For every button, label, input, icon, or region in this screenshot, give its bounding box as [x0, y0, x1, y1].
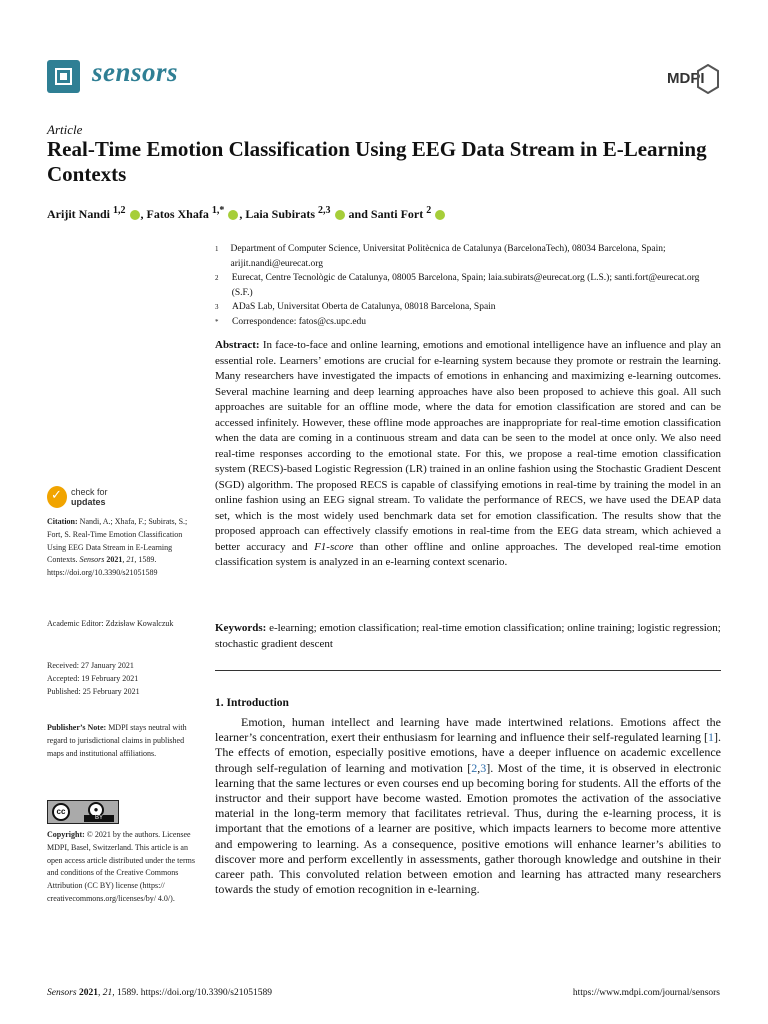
published-date: Published: 25 February 2021: [47, 686, 140, 696]
article-title: Real-Time Emotion Classification Using EEG Data Stream in E-Learning Contexts: [47, 137, 707, 186]
by-label: BY: [84, 815, 114, 822]
journal-logo-icon: [47, 60, 80, 93]
keywords-text: e-learning; emotion classification; real-time emotion classification; online training; logistic regression; stochastic gradient descent: [215, 622, 721, 650]
article-type: Article: [47, 122, 83, 137]
reference-link[interactable]: 1: [708, 730, 714, 745]
hexagon-icon: [697, 64, 719, 94]
correspondence: * Correspondence: fatos@cs.upc.edu: [215, 316, 367, 327]
footer-journal-url[interactable]: https://www.mdpi.com/journal/sensors: [572, 988, 720, 998]
copyright-notice: Copyright: © 2021 by the authors. Licensee MDPI, Basel, Switzerland. This article is an open access article distributed under the terms and conditions of the Creative Commons Attribution (CC BY) license (https:// creativecommons.org/licenses/by/ 4.0/).: [47, 830, 195, 903]
accepted-date: Accepted: 19 February 2021: [47, 673, 139, 683]
divider: [215, 670, 721, 671]
cc-by-license-icon[interactable]: [47, 800, 119, 824]
affiliation-item: 2 Eurecat, Centre Tecnològic de Catalunya, 08005 Barcelona, Spain; laia.subirats@eurecat.org (L.S.); santi.fort@eurecat.org (S.F.): [215, 273, 700, 298]
academic-editor: Academic Editor: Zdzisław Kowalczuk: [47, 619, 174, 628]
person-icon: ●: [88, 802, 104, 818]
orcid-icon[interactable]: [228, 210, 238, 220]
abstract-label: Abstract:: [215, 339, 260, 351]
publisher-note: Publisher’s Note: MDPI stays neutral with regard to jurisdictional claims in published maps and institutional affiliations.: [47, 723, 187, 758]
section-heading: 1. Introduction: [215, 697, 289, 709]
introduction-paragraph: Emotion, human intellect and learning have made intertwined relations. Emotions affect the learner’s concentration, exert their enthusiasm for learning and influence their self-regulated learning [1]. The effects of emotion, especially positive emotions, have a deeper influence on academic excellence through self-regulation of learning and motivation [2,3]. Most of the time, it is observed in electronic learning that the same lectures or even courses end up becoming boring for students. All the efforts of the instructor and their support have become wasted. Emotion promotes the activation of the associative material in the long-term memory that facilitates retrieval. Thus, during the e-learning process, it is important that the emotions of a learner are positive, which impacts learners to become more attentive and empowering to learning. As a consequence, positive emotions will enhance learner’s abilities to discover more and perform excellently in assessments, gather thorough knowledge and outshine in their career path. This convoluted relation between emotion and learning has attracted many researchers towards the study of emotion recognition in e-learning.: [215, 715, 722, 897]
keywords: [215, 621, 721, 652]
check-for-updates-button[interactable]: ✓ check for updates: [47, 486, 167, 512]
author-name[interactable]: Laia Subirats: [245, 207, 316, 221]
abstract-text: In face-to-face and online learning, emotions and emotional intelligence have an influence and play an essential role. Learners’ emotions are crucial for e-learning system because they promote or restrain the learning. Many researchers have investigated the impacts of emotions in enhancing and maximizing e-learning outcomes. Several machine learning and deep learning approaches have also been proposed to achieve this goal. All such approaches are suitable for an offline mode, where the data for emotion classification are stored and can be accessed infinitely. However, these offline mode approaches are inappropriate for real-time emotion classification when the data are coming in a continuous stream and data can be seen to the model at once only. We also need real-time responses according to the emotional state. For this, we propose a real-time emotion classification system (RECS)-based Logistic Regression (LR) trained in an online fashion using the Stochastic Gradient Descent (SGD) algorithm. The proposed RECS is capable of classifying emotions in real-time by training the model in an online fashion using an EEG signal stream. To validate the performance of RECS, we have used the DEAP data set, which is the most widely used benchmark data set for emotion classification. The results show that the proposed approach can effectively classify emotions in real-time from the EEG data stream, which achieved a better accuracy and: [215, 339, 722, 553]
cc-icon: cc: [52, 803, 70, 821]
orcid-icon[interactable]: [130, 210, 140, 220]
author-affil-marker: 1,*: [211, 205, 225, 216]
reference-link[interactable]: 3: [480, 760, 487, 775]
doi-link[interactable]: , 1589. https://doi.org/10.3390/s21051589: [47, 555, 158, 578]
footer-citation: Sensors 2021, 21, 1589. https://doi.org/10.3390/s21051589: [47, 988, 272, 998]
citation-block: Citation: Nandi, A.; Xhafa, F.; Subirats, S.; Fort, S. Real-Time Emotion Classification Using EEG Data Stream in E-Learning Contexts. Sensors 2021, 21, 1589. https://doi.org/10.3390/s21051589: [47, 517, 188, 578]
author-affil-marker: 2,3: [318, 205, 331, 216]
author-list: Arijit Nandi $^{1,2}$ , Fatos Xhafa $^{1,*}$ , Laia Subirats $^{2,3}$ and Santi Fort $^2$: [47, 205, 446, 222]
keywords-label: Keywords:: [215, 622, 267, 634]
journal-name: sensors: [92, 57, 179, 87]
author-name[interactable]: Santi Fort: [370, 207, 424, 221]
dates: [47, 660, 200, 698]
author-affil-marker: 1,2: [113, 205, 126, 216]
author-name[interactable]: Arijit Nandi: [47, 207, 110, 221]
affiliation-item: 3 ADaS Lab, Universitat Oberta de Catalunya, 08018 Barcelona, Spain: [215, 302, 496, 312]
orcid-icon[interactable]: [335, 210, 345, 220]
author-name[interactable]: Fatos Xhafa: [146, 207, 209, 221]
reference-link[interactable]: 2: [471, 760, 478, 775]
affiliation-item: 1 Department of Computer Science, Universitat Politècnica de Catalunya (BarcelonaTech), 08034 Barcelona, Spain; arijit.nandi@eurecat.org: [215, 244, 666, 269]
affiliations: [215, 242, 715, 329]
publisher-logo: [667, 64, 719, 98]
check-icon: [47, 486, 67, 508]
publisher-name: MDPI: [667, 70, 705, 87]
received-date: Received: 27 January 2021: [47, 661, 134, 670]
orcid-icon[interactable]: [435, 210, 445, 220]
author-affil-marker: 2: [426, 205, 432, 216]
abstract: Abstract: In face-to-face and online learning, emotions and emotional intelligence have an influence and play an essential role. Learners’ emotions are crucial for e-learning system because they promote or restrain the learning. Many researchers have investigated the impacts of emotions in enhancing and maximizing e-learning outcomes. Several machine learning and deep learning approaches have also been proposed to achieve this goal. All such approaches are suitable for an offline mode, where the data for emotion classification are stored and can be accessed infinitely. However, these offline mode approaches are inappropriate for real-time emotion classification when the data are coming in a continuous stream and data can be seen to the model at once only. We also need real-time responses according to the emotional state. For this, we propose a real-time emotion classification system (RECS)-based Logistic Regression (LR) trained in an online fashion using the Stochastic Gradient Descent (SGD) algorithm. The proposed RECS is capable of classifying emotions in real-time by training the model in an online fashion using an EEG signal stream. To validate the performance of RECS, we have used the DEAP data set, which is the most widely used benchmark data set for emotion classification. The results show that the proposed approach can effectively classify emotions in real-time from the EEG data stream, which achieved a better accuracy and F1-score than other offline and online approaches. The developed real-time emotion classification system is analyzed in an e-learning context scenario.: [215, 339, 722, 568]
